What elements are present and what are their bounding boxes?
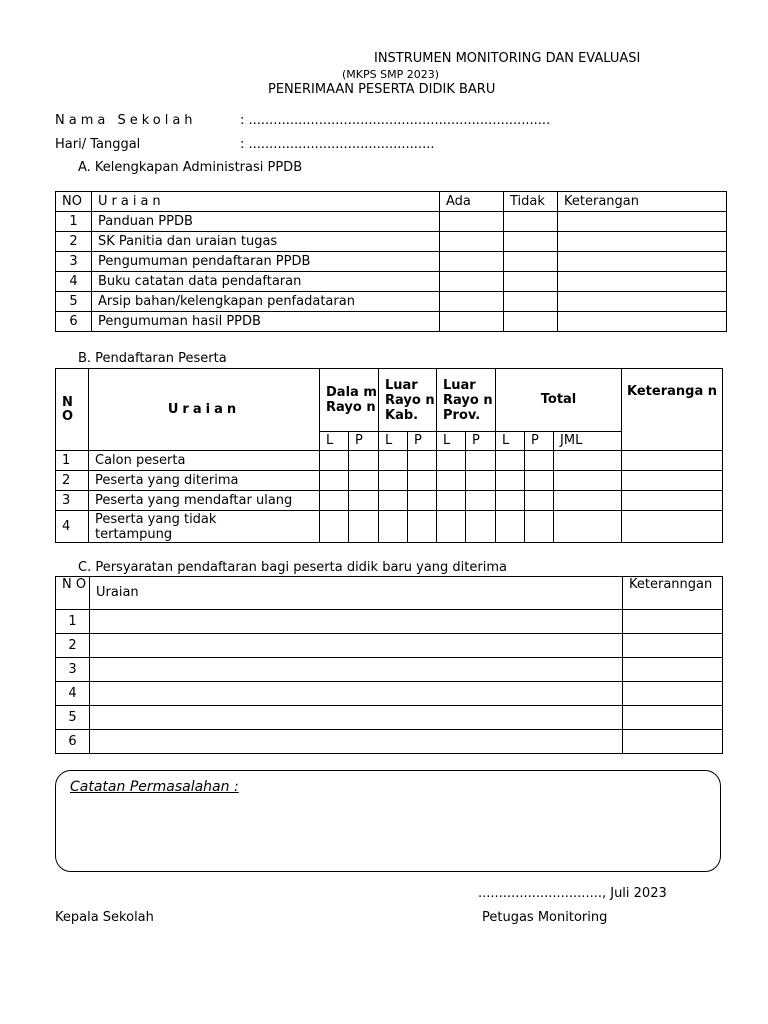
tidak-cell[interactable] — [504, 312, 558, 332]
row-number: 3 — [56, 658, 90, 682]
value-cell[interactable] — [408, 471, 437, 491]
section-a-heading: A. Kelengkapan Administrasi PPDB — [78, 160, 303, 175]
value-cell[interactable] — [408, 491, 437, 511]
uraian-cell[interactable] — [90, 634, 623, 658]
requirements-table — [55, 576, 723, 754]
row-description: Pengumuman hasil PPDB — [92, 312, 440, 332]
row-number: 6 — [56, 312, 92, 332]
l-header: L — [496, 432, 525, 451]
table-row — [56, 312, 727, 332]
column-header-luar-rayon-kab: Luar Rayo n Kab. — [379, 369, 437, 432]
document-title: INSTRUMEN MONITORING DAN EVALUASI — [374, 51, 641, 66]
keterangan-cell[interactable] — [622, 451, 723, 471]
table-row — [56, 232, 727, 252]
value-cell[interactable] — [466, 451, 496, 471]
table-row — [56, 682, 723, 706]
keterangan-cell[interactable] — [623, 682, 723, 706]
table-row — [56, 292, 727, 312]
column-header: Ada — [440, 192, 504, 212]
value-cell[interactable] — [525, 471, 554, 491]
keterangan-cell[interactable] — [623, 610, 723, 634]
ada-cell[interactable] — [440, 232, 504, 252]
table-row — [56, 730, 723, 754]
row-description: Panduan PPDB — [92, 212, 440, 232]
value-cell[interactable] — [320, 511, 349, 543]
table-row — [56, 706, 723, 730]
school-name-label: Nama Sekolah — [55, 113, 197, 128]
tidak-cell[interactable] — [504, 252, 558, 272]
column-header-total: Total — [496, 369, 622, 432]
tidak-cell[interactable] — [504, 292, 558, 312]
column-header-uraian: Uraian — [89, 369, 320, 451]
value-cell[interactable] — [437, 511, 466, 543]
column-header-no: N O — [56, 369, 89, 451]
keterangan-cell[interactable] — [558, 292, 727, 312]
ada-cell[interactable] — [440, 252, 504, 272]
value-cell[interactable] — [437, 451, 466, 471]
value-cell[interactable] — [437, 471, 466, 491]
table-row — [56, 511, 723, 543]
school-name-value: : ......................................................................... — [240, 113, 551, 128]
keterangan-cell[interactable] — [622, 511, 723, 543]
date-value: : ............................................. — [240, 137, 435, 152]
row-description: Calon peserta — [89, 451, 320, 471]
place-date-line: .............................., Juli 2023 — [478, 886, 667, 901]
column-header-keterangan: Keteranngan — [623, 577, 723, 610]
table-header-row — [56, 369, 723, 432]
value-cell[interactable] — [379, 511, 408, 543]
row-description: Peserta yang mendaftar ulang — [89, 491, 320, 511]
row-number: 5 — [56, 292, 92, 312]
keterangan-cell[interactable] — [558, 232, 727, 252]
column-header: Uraian — [92, 192, 440, 212]
row-description: Peserta yang tidak tertampung — [89, 511, 320, 543]
value-cell[interactable] — [496, 471, 525, 491]
value-cell[interactable] — [525, 491, 554, 511]
tidak-cell[interactable] — [504, 212, 558, 232]
jml-header: JML — [554, 432, 622, 451]
l-header: L — [320, 432, 349, 451]
notes-label: Catatan Permasalahan : — [70, 779, 239, 795]
section-b-heading: B. Pendaftaran Peserta — [78, 351, 227, 366]
value-cell[interactable] — [554, 471, 622, 491]
value-cell[interactable] — [349, 451, 379, 471]
value-cell[interactable] — [525, 451, 554, 471]
p-header: P — [349, 432, 379, 451]
value-cell[interactable] — [496, 511, 525, 543]
column-header: Keterangan — [558, 192, 727, 212]
document-subtitle: (MKPS SMP 2023) — [342, 68, 439, 81]
column-header-dalam-rayon: Dala m Rayo n — [320, 369, 379, 432]
date-label: Hari/ Tanggal — [55, 137, 141, 152]
notes-box[interactable] — [55, 770, 721, 872]
value-cell[interactable] — [379, 491, 408, 511]
value-cell[interactable] — [496, 451, 525, 471]
value-cell[interactable] — [320, 451, 349, 471]
value-cell[interactable] — [379, 451, 408, 471]
ada-cell[interactable] — [440, 312, 504, 332]
table-row — [56, 634, 723, 658]
uraian-cell[interactable] — [90, 682, 623, 706]
row-description: Pengumuman pendaftaran PPDB — [92, 252, 440, 272]
value-cell[interactable] — [408, 511, 437, 543]
row-description: Peserta yang diterima — [89, 471, 320, 491]
row-description: SK Panitia dan uraian tugas — [92, 232, 440, 252]
ada-cell[interactable] — [440, 272, 504, 292]
registration-table — [55, 368, 723, 543]
keterangan-cell[interactable] — [558, 252, 727, 272]
table-row — [56, 272, 727, 292]
table-row — [56, 252, 727, 272]
value-cell[interactable] — [466, 471, 496, 491]
value-cell[interactable] — [349, 471, 379, 491]
keterangan-cell[interactable] — [622, 491, 723, 511]
row-number: 3 — [56, 252, 92, 272]
row-description: Buku catatan data pendaftaran — [92, 272, 440, 292]
value-cell[interactable] — [466, 491, 496, 511]
keterangan-cell[interactable] — [623, 730, 723, 754]
tidak-cell[interactable] — [504, 272, 558, 292]
value-cell[interactable] — [554, 451, 622, 471]
row-number: 1 — [56, 610, 90, 634]
p-header: P — [466, 432, 496, 451]
tidak-cell[interactable] — [504, 232, 558, 252]
section-c-heading: C. Persyaratan pendaftaran bagi peserta didik baru yang diterima — [78, 560, 507, 575]
table-header-row — [56, 192, 727, 212]
value-cell[interactable] — [349, 491, 379, 511]
keterangan-cell[interactable] — [623, 658, 723, 682]
value-cell[interactable] — [525, 511, 554, 543]
p-header: P — [408, 432, 437, 451]
value-cell[interactable] — [554, 511, 622, 543]
value-cell[interactable] — [349, 511, 379, 543]
column-header-uraian: Uraian — [90, 577, 623, 610]
column-header: NO — [56, 192, 92, 212]
row-number: 4 — [56, 682, 90, 706]
table-row — [56, 491, 723, 511]
uraian-cell[interactable] — [90, 706, 623, 730]
value-cell[interactable] — [408, 451, 437, 471]
row-number: 3 — [56, 491, 89, 511]
l-header: L — [437, 432, 466, 451]
signature-left-label: Kepala Sekolah — [55, 910, 154, 925]
row-number: 2 — [56, 471, 89, 491]
p-header: P — [525, 432, 554, 451]
table-row — [56, 471, 723, 491]
keterangan-cell[interactable] — [622, 471, 723, 491]
value-cell[interactable] — [554, 491, 622, 511]
row-description: Arsip bahan/kelengkapan penfadataran — [92, 292, 440, 312]
value-cell[interactable] — [437, 491, 466, 511]
uraian-cell[interactable] — [90, 610, 623, 634]
column-header-luar-rayon-prov: Luar Rayo n Prov. — [437, 369, 496, 432]
ada-cell[interactable] — [440, 292, 504, 312]
keterangan-cell[interactable] — [558, 272, 727, 292]
row-number: 1 — [56, 451, 89, 471]
signature-right-label: Petugas Monitoring — [482, 910, 608, 925]
keterangan-cell[interactable] — [558, 312, 727, 332]
l-header: L — [379, 432, 408, 451]
row-number: 1 — [56, 212, 92, 232]
value-cell[interactable] — [320, 491, 349, 511]
value-cell[interactable] — [320, 471, 349, 491]
table-row — [56, 658, 723, 682]
value-cell[interactable] — [379, 471, 408, 491]
value-cell[interactable] — [466, 511, 496, 543]
document-title-2: PENERIMAAN PESERTA DIDIK BARU — [268, 82, 496, 97]
row-number: 4 — [56, 511, 89, 543]
keterangan-cell[interactable] — [558, 212, 727, 232]
ada-cell[interactable] — [440, 212, 504, 232]
row-number: 5 — [56, 706, 90, 730]
table-row — [56, 212, 727, 232]
column-header-keterangan: Keteranga n — [622, 369, 723, 451]
row-number: 2 — [56, 634, 90, 658]
uraian-cell[interactable] — [90, 658, 623, 682]
value-cell[interactable] — [496, 491, 525, 511]
admin-table — [55, 191, 727, 332]
keterangan-cell[interactable] — [623, 634, 723, 658]
column-header: Tidak — [504, 192, 558, 212]
table-row — [56, 451, 723, 471]
keterangan-cell[interactable] — [623, 706, 723, 730]
row-number: 4 — [56, 272, 92, 292]
row-number: 6 — [56, 730, 90, 754]
column-header-no: N O — [56, 577, 90, 610]
table-header-row — [56, 577, 723, 610]
row-number: 2 — [56, 232, 92, 252]
uraian-cell[interactable] — [90, 730, 623, 754]
table-row — [56, 610, 723, 634]
